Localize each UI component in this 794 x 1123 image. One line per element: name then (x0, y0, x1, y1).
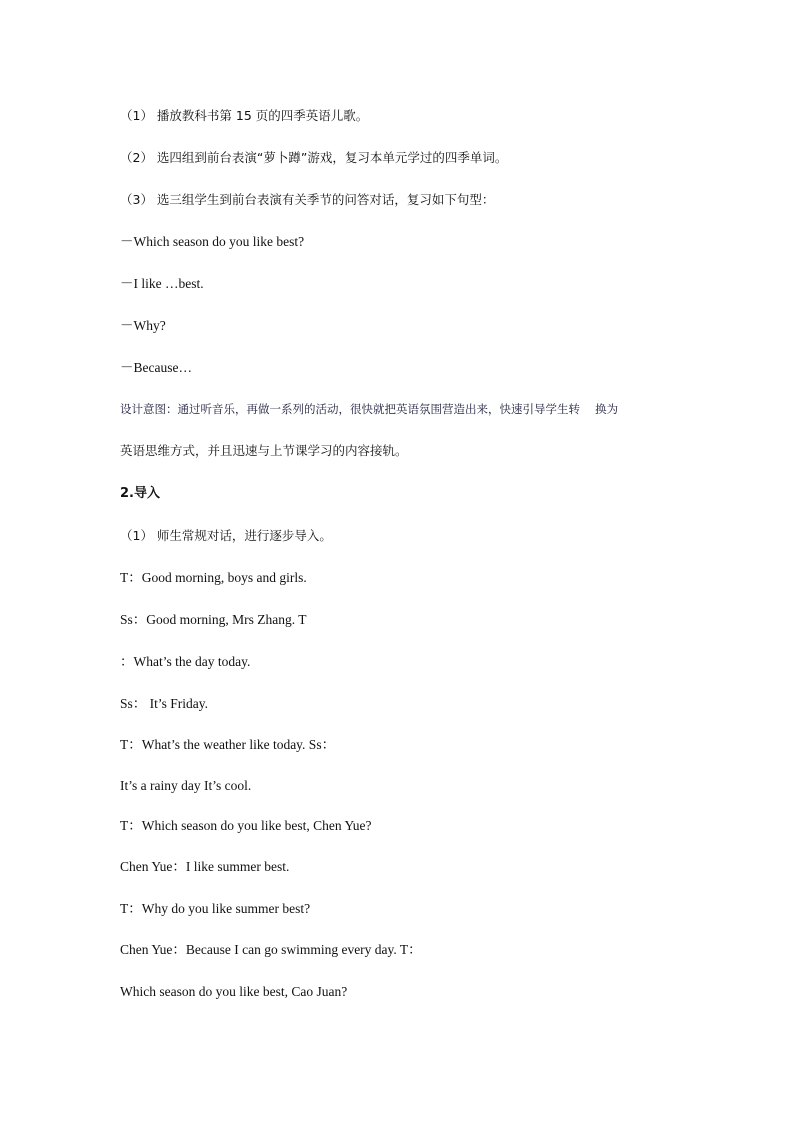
activity-step-2: （2） 选四组到前台表演“萝卜蹲”游戏，复习本单元学过的四季单词。 (120, 150, 508, 165)
dialogue-line: －I like …best. (120, 276, 204, 291)
dialogue-line: －Which season do you like best? (120, 234, 305, 249)
dialogue-line: Chen Yue：Because I can go swimming every day. T： (120, 942, 422, 957)
dialogue-line: T：Which season do you like best, Chen Yue? (120, 818, 372, 833)
section-heading: 2.导入 (120, 486, 160, 501)
activity-step-1: （1） 播放教科书第 15 页的四季英语儿歌。 (120, 108, 369, 123)
dialogue-line: T：What’s the weather like today. Ss： (120, 737, 336, 752)
dialogue-line: It’s a rainy day It’s cool. (120, 778, 252, 793)
dialogue-line: T：Why do you like summer best? (120, 901, 311, 916)
activity-step-3: （3） 选三组学生到前台表演有关季节的问答对话，复习如下句型： (120, 192, 495, 207)
dialogue-line: ：What’s the day today. (120, 654, 251, 669)
design-intent-note-continued: 英语思维方式，并且迅速与上节课学习的内容接轨。 (120, 443, 408, 458)
dialogue-line: －Why? (120, 318, 166, 333)
dialogue-line: －Because… (120, 360, 192, 375)
dialogue-line: Chen Yue：I like summer best. (120, 859, 290, 874)
design-intent-note: 设计意图：通过听音乐，再做一系列的活动，很快就把英语氛围营造出来，快速引导学生转 换为 (120, 402, 619, 416)
dialogue-line: T：Good morning, boys and girls. (120, 570, 307, 585)
lead-in-step-1: （1） 师生常规对话，进行逐步导入。 (120, 528, 332, 543)
dialogue-line: Ss：Good morning, Mrs Zhang. T (120, 612, 307, 627)
dialogue-line: Which season do you like best, Cao Juan? (120, 984, 348, 999)
dialogue-line: Ss： It’s Friday. (120, 696, 209, 711)
